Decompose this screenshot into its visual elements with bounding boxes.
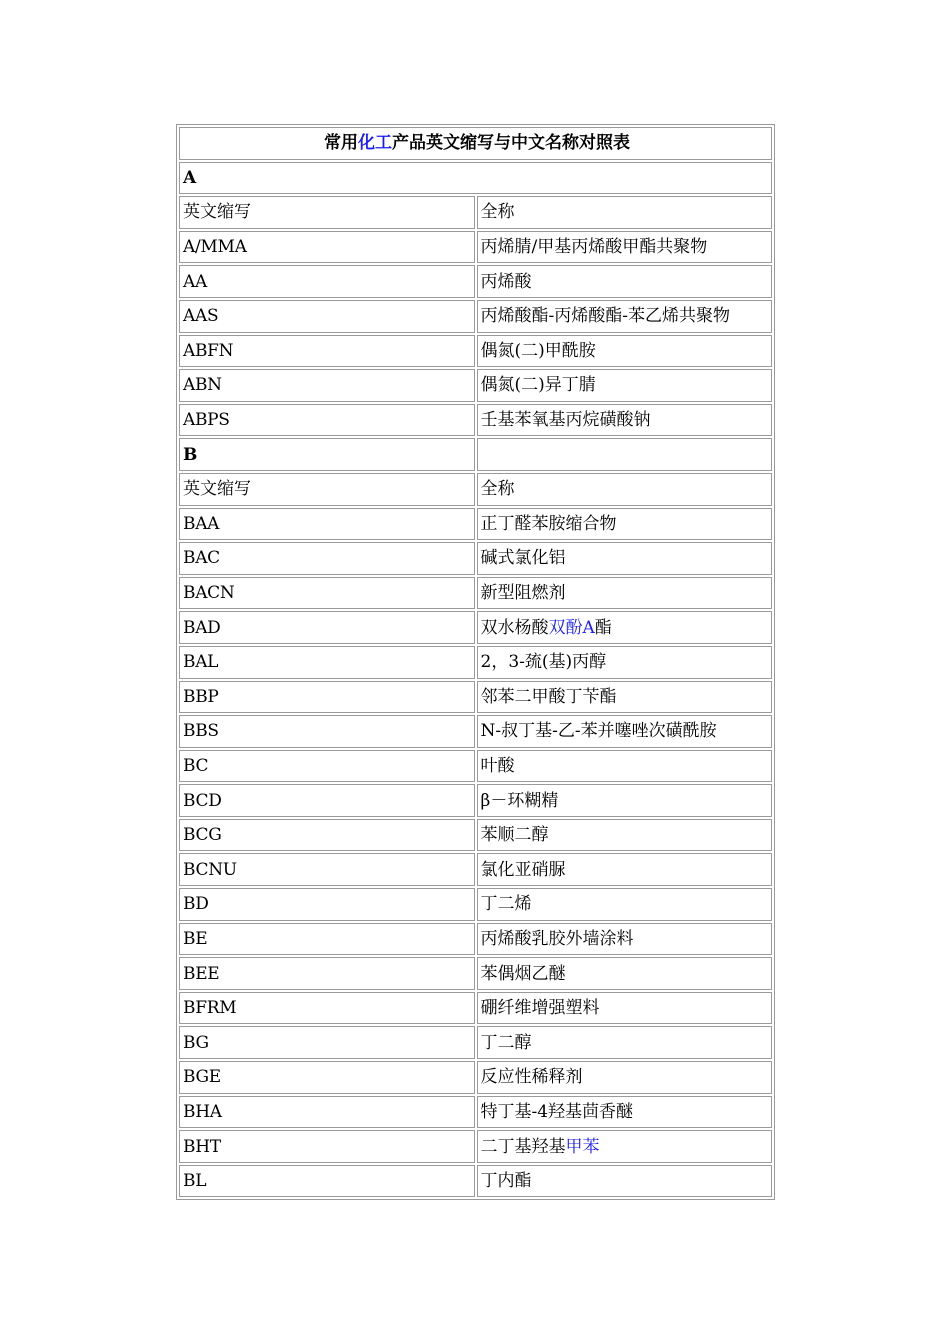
name-text: 正丁醛苯胺缩合物 xyxy=(480,513,617,534)
name-text: β－环糊精 xyxy=(480,790,559,811)
title-link-chemical[interactable]: 化工 xyxy=(358,133,392,154)
abbr-cell: BCD xyxy=(179,784,475,817)
abbr-cell: BACN xyxy=(179,577,475,610)
abbr-cell: BCNU xyxy=(179,853,475,886)
name-cell xyxy=(477,369,773,402)
table-row xyxy=(179,819,772,852)
column-header-name: 全称 xyxy=(477,196,773,229)
name-text: 丙烯酸乳胶外墙涂料 xyxy=(480,928,634,949)
table-row xyxy=(179,508,772,541)
abbr-cell: BAL xyxy=(179,646,475,679)
abbr-cell: AA xyxy=(179,265,475,298)
name-cell xyxy=(477,992,773,1025)
abbr-cell: BHT xyxy=(179,1130,475,1163)
name-cell xyxy=(477,1130,773,1163)
section-b-letter: B xyxy=(179,438,475,471)
name-cell xyxy=(477,1096,773,1129)
abbr-cell: BAA xyxy=(179,508,475,541)
abbr-cell: BGE xyxy=(179,1061,475,1094)
column-header-name: 全称 xyxy=(477,473,773,506)
name-cell xyxy=(477,404,773,437)
abbr-cell: AAS xyxy=(179,300,475,333)
name-text: 新型阻燃剂 xyxy=(480,583,566,604)
table-row xyxy=(179,542,772,575)
table-row xyxy=(179,992,772,1025)
name-cell xyxy=(477,750,773,783)
name-cell xyxy=(477,888,773,921)
abbr-cell: BBS xyxy=(179,715,475,748)
name-cell xyxy=(477,681,773,714)
name-cell xyxy=(477,923,773,956)
name-text: 丙烯酸酯-丙烯酸酯-苯乙烯共聚物 xyxy=(480,306,730,327)
abbreviation-table xyxy=(176,124,775,1200)
section-b-row xyxy=(179,438,772,471)
table-row xyxy=(179,300,772,333)
name-text: 偶氮(二)异丁腈 xyxy=(480,375,596,396)
abbr-cell: A/MMA xyxy=(179,231,475,264)
table-row xyxy=(179,265,772,298)
table-row xyxy=(179,957,772,990)
table-row xyxy=(179,923,772,956)
name-cell xyxy=(477,715,773,748)
abbr-cell: BD xyxy=(179,888,475,921)
name-text: 苯顺二醇 xyxy=(480,825,549,846)
name-cell xyxy=(477,853,773,886)
column-header-abbr: 英文缩写 xyxy=(179,473,475,506)
table-row xyxy=(179,646,772,679)
table-row xyxy=(179,1130,772,1163)
name-text: 硼纤维增强塑料 xyxy=(480,998,600,1019)
name-text: 2，3-巯(基)丙醇 xyxy=(480,652,607,673)
section-b-header-row xyxy=(179,473,772,506)
section-a-row xyxy=(179,162,772,195)
name-cell xyxy=(477,508,773,541)
abbr-cell: BFRM xyxy=(179,992,475,1025)
name-cell xyxy=(477,646,773,679)
name-cell xyxy=(477,1061,773,1094)
name-link[interactable]: 双酚A xyxy=(548,617,595,638)
table-title xyxy=(179,127,772,160)
name-text: 壬基苯氧基丙烷磺酸钠 xyxy=(480,410,651,431)
abbr-cell: BAC xyxy=(179,542,475,575)
name-text: 邻苯二甲酸丁苄酯 xyxy=(480,686,617,707)
name-text: 丙烯腈/甲基丙烯酸甲酯共聚物 xyxy=(480,237,708,258)
name-cell xyxy=(477,542,773,575)
title-suffix: 产品英文缩写与中文名称对照表 xyxy=(392,133,630,154)
name-cell xyxy=(477,957,773,990)
abbr-cell: BAD xyxy=(179,611,475,644)
abbr-cell: BG xyxy=(179,1026,475,1059)
name-text-after: 酯 xyxy=(594,617,612,638)
name-text: 偶氮(二)甲酰胺 xyxy=(480,340,596,361)
table-row xyxy=(179,681,772,714)
table-row xyxy=(179,715,772,748)
title-row xyxy=(179,127,772,160)
name-text: 二丁基羟基 xyxy=(480,1136,566,1157)
title-prefix: 常用 xyxy=(324,133,358,154)
table-row xyxy=(179,577,772,610)
name-cell xyxy=(477,300,773,333)
name-text: 叶酸 xyxy=(480,755,515,776)
section-a-letter: A xyxy=(179,162,772,195)
table-row xyxy=(179,853,772,886)
name-text: 特丁基-4羟基茴香醚 xyxy=(480,1101,634,1122)
abbr-cell: BL xyxy=(179,1165,475,1198)
abbr-cell: BC xyxy=(179,750,475,783)
name-cell xyxy=(477,1026,773,1059)
abbr-cell: BEE xyxy=(179,957,475,990)
table-row xyxy=(179,750,772,783)
column-header-abbr: 英文缩写 xyxy=(179,196,475,229)
name-text: 苯偶烟乙醚 xyxy=(480,963,566,984)
name-text: 丁二烯 xyxy=(480,894,532,915)
table-row xyxy=(179,1026,772,1059)
name-cell xyxy=(477,231,773,264)
table-row xyxy=(179,784,772,817)
abbr-cell: BHA xyxy=(179,1096,475,1129)
table-row xyxy=(179,231,772,264)
name-cell xyxy=(477,611,773,644)
table-row xyxy=(179,404,772,437)
abbr-cell: ABN xyxy=(179,369,475,402)
name-text: 碱式氯化铝 xyxy=(480,548,566,569)
name-text: 丙烯酸 xyxy=(480,271,532,292)
name-text: 丁二醇 xyxy=(480,1032,532,1053)
table-row xyxy=(179,1061,772,1094)
name-cell xyxy=(477,819,773,852)
abbr-cell: ABFN xyxy=(179,335,475,368)
table-row xyxy=(179,611,772,644)
name-cell xyxy=(477,265,773,298)
name-text: 双水杨酸 xyxy=(480,617,549,638)
abbr-cell: BBP xyxy=(179,681,475,714)
name-text: 反应性稀释剂 xyxy=(480,1067,583,1088)
name-cell xyxy=(477,577,773,610)
table-row xyxy=(179,335,772,368)
name-cell xyxy=(477,784,773,817)
name-cell xyxy=(477,335,773,368)
abbr-cell: ABPS xyxy=(179,404,475,437)
name-text: 丁内酯 xyxy=(480,1171,532,1192)
name-link[interactable]: 甲苯 xyxy=(565,1136,600,1157)
name-text: 氯化亚硝脲 xyxy=(480,859,566,880)
section-b-empty-cell xyxy=(477,438,773,471)
table-row xyxy=(179,369,772,402)
table-row xyxy=(179,1165,772,1198)
table-row xyxy=(179,888,772,921)
abbr-cell: BCG xyxy=(179,819,475,852)
abbr-cell: BE xyxy=(179,923,475,956)
table-row xyxy=(179,1096,772,1129)
name-text: N-叔丁基-乙-苯并噻唑次磺酰胺 xyxy=(480,721,717,742)
name-cell xyxy=(477,1165,773,1198)
section-a-header-row xyxy=(179,196,772,229)
